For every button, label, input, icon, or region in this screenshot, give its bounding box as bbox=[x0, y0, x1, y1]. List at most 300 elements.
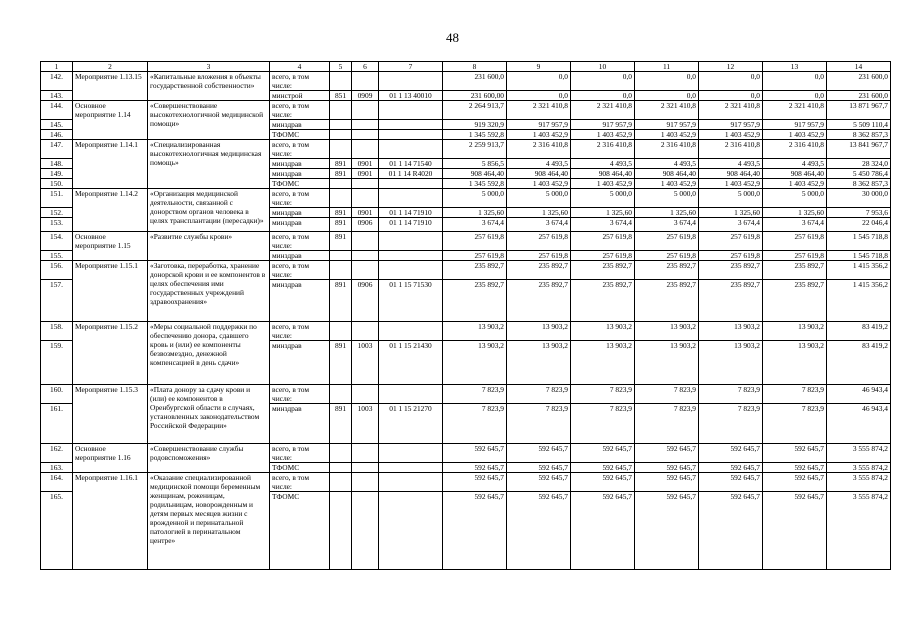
amount-cell: 1 403 452,9 bbox=[507, 179, 571, 189]
section-code bbox=[352, 385, 379, 404]
amount-cell: 235 892,7 bbox=[635, 261, 699, 280]
measure-name: Мероприятие 1.15.3 bbox=[73, 385, 148, 444]
row-number: 162. bbox=[41, 444, 73, 463]
table-row bbox=[41, 444, 891, 463]
amount-cell: 235 892,7 bbox=[443, 261, 507, 280]
row-number: 147. bbox=[41, 140, 73, 159]
amount-cell: 5 856,5 bbox=[443, 159, 507, 169]
amount-cell: 257 619,8 bbox=[507, 251, 571, 261]
executor: минздрав bbox=[270, 159, 330, 169]
section-code: 0901 bbox=[352, 169, 379, 179]
executor: минстрой bbox=[270, 91, 330, 101]
amount-cell: 2 321 410,8 bbox=[699, 101, 763, 120]
grbs-code bbox=[330, 72, 352, 91]
amount-cell: 0,0 bbox=[699, 72, 763, 91]
grbs-code: 891 bbox=[330, 208, 352, 218]
table-row bbox=[41, 473, 891, 492]
amount-cell: 919 320,9 bbox=[443, 120, 507, 130]
measure-name: Мероприятие 1.14.2 bbox=[73, 189, 148, 232]
amount-cell: 257 619,8 bbox=[763, 251, 827, 261]
executor: минздрав bbox=[270, 169, 330, 179]
amount-cell: 592 645,7 bbox=[763, 492, 827, 570]
target-article bbox=[379, 130, 443, 140]
amount-cell: 5 000,0 bbox=[635, 189, 699, 208]
section-code bbox=[352, 251, 379, 261]
amount-cell: 257 619,8 bbox=[635, 232, 699, 251]
amount-cell: 592 645,7 bbox=[763, 473, 827, 492]
amount-cell: 13 903,2 bbox=[763, 322, 827, 341]
section-code bbox=[352, 101, 379, 120]
target-article bbox=[379, 72, 443, 91]
amount-cell: 257 619,8 bbox=[571, 232, 635, 251]
section-code: 0901 bbox=[352, 208, 379, 218]
grbs-code bbox=[330, 179, 352, 189]
amount-cell: 257 619,8 bbox=[699, 232, 763, 251]
amount-cell: 0,0 bbox=[763, 91, 827, 101]
row-number: 163. bbox=[41, 463, 73, 473]
target-article bbox=[379, 444, 443, 463]
target-article: 01 1 15 71530 bbox=[379, 280, 443, 322]
grbs-code: 891 bbox=[330, 341, 352, 385]
amount-cell: 592 645,7 bbox=[507, 473, 571, 492]
amount-cell: 235 892,7 bbox=[635, 280, 699, 322]
amount-cell: 592 645,7 bbox=[763, 463, 827, 473]
amount-cell: 13 903,2 bbox=[571, 322, 635, 341]
amount-cell: 0,0 bbox=[635, 91, 699, 101]
section-code bbox=[352, 130, 379, 140]
row-number: 161. bbox=[41, 404, 73, 444]
amount-cell: 592 645,7 bbox=[443, 444, 507, 463]
amount-cell: 83 419,2 bbox=[827, 341, 891, 385]
grbs-code bbox=[330, 444, 352, 463]
measure-name: Мероприятие 1.15.2 bbox=[73, 322, 148, 385]
amount-cell: 235 892,7 bbox=[571, 280, 635, 322]
amount-cell: 5 450 786,4 bbox=[827, 169, 891, 179]
amount-cell: 231 600,0 bbox=[827, 91, 891, 101]
section-code bbox=[352, 232, 379, 251]
amount-cell: 235 892,7 bbox=[443, 280, 507, 322]
measure-description: «Капитальные вложения в объекты государственной собственности» bbox=[148, 72, 270, 101]
amount-cell: 592 645,7 bbox=[635, 492, 699, 570]
target-article bbox=[379, 101, 443, 120]
amount-cell: 592 645,7 bbox=[571, 492, 635, 570]
amount-cell: 22 046,4 bbox=[827, 218, 891, 232]
row-number: 157. bbox=[41, 280, 73, 322]
amount-cell: 7 823,9 bbox=[507, 385, 571, 404]
amount-cell: 0,0 bbox=[571, 72, 635, 91]
amount-cell: 3 555 874,2 bbox=[827, 492, 891, 570]
amount-cell: 257 619,8 bbox=[763, 232, 827, 251]
amount-cell: 257 619,8 bbox=[699, 251, 763, 261]
budget-table bbox=[40, 61, 891, 570]
measure-name: Мероприятие 1.14.1 bbox=[73, 140, 148, 189]
amount-cell: 3 674,4 bbox=[507, 218, 571, 232]
table-row bbox=[41, 72, 891, 91]
amount-cell: 4 493,5 bbox=[635, 159, 699, 169]
measure-description: «Меры социальной поддержки по обеспечению донора, сдавшего кровь и (или) ее компоненты безвозмездно, денежной компенсацией в день сдачи» bbox=[148, 322, 270, 385]
section-code bbox=[352, 72, 379, 91]
executor: минздрав bbox=[270, 251, 330, 261]
section-code bbox=[352, 473, 379, 492]
executor: всего, в том числе: bbox=[270, 140, 330, 159]
executor: минздрав bbox=[270, 208, 330, 218]
amount-cell: 1 325,60 bbox=[507, 208, 571, 218]
amount-cell: 2 316 410,8 bbox=[763, 140, 827, 159]
amount-cell: 46 943,4 bbox=[827, 404, 891, 444]
amount-cell: 908 464,40 bbox=[635, 169, 699, 179]
column-number-row bbox=[41, 62, 891, 72]
amount-cell: 7 823,9 bbox=[571, 385, 635, 404]
amount-cell: 13 903,2 bbox=[699, 322, 763, 341]
target-article bbox=[379, 322, 443, 341]
table-row bbox=[41, 322, 891, 341]
amount-cell: 1 403 452,9 bbox=[763, 130, 827, 140]
section-code bbox=[352, 120, 379, 130]
amount-cell: 3 555 874,2 bbox=[827, 444, 891, 463]
amount-cell: 1 403 452,9 bbox=[571, 179, 635, 189]
grbs-code bbox=[330, 130, 352, 140]
amount-cell: 908 464,40 bbox=[443, 169, 507, 179]
amount-cell: 257 619,8 bbox=[443, 251, 507, 261]
executor: всего, в том числе: bbox=[270, 385, 330, 404]
amount-cell: 257 619,8 bbox=[635, 251, 699, 261]
amount-cell: 2 321 410,8 bbox=[763, 101, 827, 120]
section-code: 0901 bbox=[352, 159, 379, 169]
amount-cell: 592 645,7 bbox=[699, 492, 763, 570]
executor: минздрав bbox=[270, 404, 330, 444]
amount-cell: 235 892,7 bbox=[699, 280, 763, 322]
section-code bbox=[352, 261, 379, 280]
amount-cell: 7 823,9 bbox=[571, 404, 635, 444]
amount-cell: 257 619,8 bbox=[571, 251, 635, 261]
executor: минздрав bbox=[270, 218, 330, 232]
column-number: 8 bbox=[443, 62, 507, 72]
amount-cell: 0,0 bbox=[763, 72, 827, 91]
amount-cell: 908 464,40 bbox=[699, 169, 763, 179]
amount-cell: 8 362 857,3 bbox=[827, 130, 891, 140]
amount-cell: 7 823,9 bbox=[443, 385, 507, 404]
amount-cell: 592 645,7 bbox=[571, 463, 635, 473]
column-number: 7 bbox=[379, 62, 443, 72]
target-article bbox=[379, 251, 443, 261]
target-article: 01 1 14 71910 bbox=[379, 208, 443, 218]
grbs-code: 891 bbox=[330, 232, 352, 251]
grbs-code: 891 bbox=[330, 169, 352, 179]
amount-cell: 1 415 356,2 bbox=[827, 280, 891, 322]
grbs-code bbox=[330, 473, 352, 492]
amount-cell: 1 345 592,8 bbox=[443, 130, 507, 140]
amount-cell: 2 316 410,8 bbox=[635, 140, 699, 159]
grbs-code bbox=[330, 189, 352, 208]
measure-description: «Специализированная высокотехнологичная медицинская помощь» bbox=[148, 140, 270, 189]
target-article: 01 1 15 21270 bbox=[379, 404, 443, 444]
row-number: 148. bbox=[41, 159, 73, 169]
row-number: 144. bbox=[41, 101, 73, 120]
amount-cell: 2 321 410,8 bbox=[571, 101, 635, 120]
row-number: 151. bbox=[41, 189, 73, 208]
amount-cell: 7 823,9 bbox=[763, 385, 827, 404]
amount-cell: 1 415 356,2 bbox=[827, 261, 891, 280]
measure-description: «Заготовка, переработка, хранение донорской крови и ее компонентов в целях обеспечения ими государственных учреждений здравоохранения» bbox=[148, 261, 270, 322]
target-article bbox=[379, 385, 443, 404]
amount-cell: 592 645,7 bbox=[507, 463, 571, 473]
amount-cell: 3 555 874,2 bbox=[827, 463, 891, 473]
amount-cell: 13 903,2 bbox=[571, 341, 635, 385]
amount-cell: 908 464,40 bbox=[763, 169, 827, 179]
row-number: 159. bbox=[41, 341, 73, 385]
amount-cell: 13 903,2 bbox=[699, 341, 763, 385]
amount-cell: 3 674,4 bbox=[571, 218, 635, 232]
amount-cell: 2 321 410,8 bbox=[507, 101, 571, 120]
amount-cell: 592 645,7 bbox=[635, 444, 699, 463]
amount-cell: 5 000,0 bbox=[507, 189, 571, 208]
grbs-code: 891 bbox=[330, 159, 352, 169]
target-article bbox=[379, 473, 443, 492]
section-code: 0906 bbox=[352, 280, 379, 322]
amount-cell: 257 619,8 bbox=[443, 232, 507, 251]
amount-cell: 1 403 452,9 bbox=[571, 130, 635, 140]
amount-cell: 3 674,4 bbox=[763, 218, 827, 232]
amount-cell: 231 600,0 bbox=[827, 72, 891, 91]
grbs-code: 891 bbox=[330, 280, 352, 322]
measure-description: «Развитие службы крови» bbox=[148, 232, 270, 261]
amount-cell: 231 600,00 bbox=[443, 91, 507, 101]
section-code bbox=[352, 463, 379, 473]
amount-cell: 7 823,9 bbox=[443, 404, 507, 444]
amount-cell: 30 000,0 bbox=[827, 189, 891, 208]
amount-cell: 235 892,7 bbox=[507, 261, 571, 280]
measure-description: «Оказание специализированной медицинской помощи беременным женщинам, роженицам, родильницам, новорожденным и детям первых месяцев жизни с врожденной и перинатальной патологией в перинатальном центре» bbox=[148, 473, 270, 570]
amount-cell: 592 645,7 bbox=[571, 473, 635, 492]
grbs-code bbox=[330, 261, 352, 280]
amount-cell: 1 403 452,9 bbox=[699, 179, 763, 189]
table-row bbox=[41, 101, 891, 120]
section-code: 0909 bbox=[352, 91, 379, 101]
amount-cell: 13 903,2 bbox=[635, 341, 699, 385]
row-number: 152. bbox=[41, 208, 73, 218]
amount-cell: 1 325,60 bbox=[571, 208, 635, 218]
executor: минздрав bbox=[270, 120, 330, 130]
executor: ТФОМС bbox=[270, 130, 330, 140]
column-number: 14 bbox=[827, 62, 891, 72]
section-code bbox=[352, 189, 379, 208]
measure-name: Мероприятие 1.16.1 bbox=[73, 473, 148, 570]
measure-description: «Организация медицинской деятельности, связанной с донорством органов человека в целях трансплантации (пересадки)» bbox=[148, 189, 270, 232]
amount-cell: 592 645,7 bbox=[699, 463, 763, 473]
amount-cell: 1 403 452,9 bbox=[635, 179, 699, 189]
amount-cell: 235 892,7 bbox=[763, 280, 827, 322]
amount-cell: 917 957,9 bbox=[635, 120, 699, 130]
measure-name: Основное мероприятие 1.15 bbox=[73, 232, 148, 261]
amount-cell: 3 674,4 bbox=[443, 218, 507, 232]
amount-cell: 592 645,7 bbox=[443, 492, 507, 570]
row-number: 149. bbox=[41, 169, 73, 179]
grbs-code bbox=[330, 140, 352, 159]
amount-cell: 3 674,4 bbox=[699, 218, 763, 232]
amount-cell: 235 892,7 bbox=[699, 261, 763, 280]
executor: всего, в том числе: bbox=[270, 189, 330, 208]
executor: ТФОМС bbox=[270, 463, 330, 473]
grbs-code bbox=[330, 463, 352, 473]
column-number: 10 bbox=[571, 62, 635, 72]
target-article bbox=[379, 120, 443, 130]
amount-cell: 592 645,7 bbox=[507, 444, 571, 463]
table-row bbox=[41, 261, 891, 280]
row-number: 155. bbox=[41, 251, 73, 261]
executor: всего, в том числе: bbox=[270, 444, 330, 463]
amount-cell: 1 545 718,8 bbox=[827, 251, 891, 261]
section-code bbox=[352, 179, 379, 189]
section-code bbox=[352, 492, 379, 570]
amount-cell: 7 823,9 bbox=[635, 385, 699, 404]
amount-cell: 592 645,7 bbox=[699, 444, 763, 463]
amount-cell: 83 419,2 bbox=[827, 322, 891, 341]
amount-cell: 2 316 410,8 bbox=[571, 140, 635, 159]
target-article: 01 1 13 40010 bbox=[379, 91, 443, 101]
amount-cell: 592 645,7 bbox=[443, 463, 507, 473]
amount-cell: 1 545 718,8 bbox=[827, 232, 891, 251]
target-article: 01 1 15 21430 bbox=[379, 341, 443, 385]
grbs-code bbox=[330, 101, 352, 120]
amount-cell: 908 464,40 bbox=[507, 169, 571, 179]
row-number: 156. bbox=[41, 261, 73, 280]
grbs-code bbox=[330, 385, 352, 404]
measure-description: «Плата донору за сдачу крови и (или) ее компонентов в Оренбургской области в случаях, установленных законодательством Российской Федерации» bbox=[148, 385, 270, 444]
amount-cell: 1 403 452,9 bbox=[635, 130, 699, 140]
amount-cell: 13 903,2 bbox=[635, 322, 699, 341]
amount-cell: 46 943,4 bbox=[827, 385, 891, 404]
amount-cell: 1 403 452,9 bbox=[507, 130, 571, 140]
executor: ТФОМС bbox=[270, 492, 330, 570]
amount-cell: 917 957,9 bbox=[763, 120, 827, 130]
amount-cell: 7 823,9 bbox=[763, 404, 827, 444]
amount-cell: 13 903,2 bbox=[443, 341, 507, 385]
amount-cell: 592 645,7 bbox=[571, 444, 635, 463]
section-code bbox=[352, 140, 379, 159]
executor: всего, в том числе: bbox=[270, 101, 330, 120]
measure-description: «Совершенствование высокотехнологичной медицинской помощи» bbox=[148, 101, 270, 140]
amount-cell: 1 325,60 bbox=[635, 208, 699, 218]
column-number: 2 bbox=[73, 62, 148, 72]
amount-cell: 2 316 410,8 bbox=[507, 140, 571, 159]
amount-cell: 5 000,0 bbox=[699, 189, 763, 208]
amount-cell: 4 493,5 bbox=[763, 159, 827, 169]
row-number: 165. bbox=[41, 492, 73, 570]
column-number: 11 bbox=[635, 62, 699, 72]
column-number: 4 bbox=[270, 62, 330, 72]
amount-cell: 235 892,7 bbox=[763, 261, 827, 280]
amount-cell: 13 841 967,7 bbox=[827, 140, 891, 159]
amount-cell: 1 325,60 bbox=[443, 208, 507, 218]
grbs-code bbox=[330, 251, 352, 261]
amount-cell: 3 674,4 bbox=[635, 218, 699, 232]
row-number: 150. bbox=[41, 179, 73, 189]
amount-cell: 4 493,5 bbox=[571, 159, 635, 169]
amount-cell: 592 645,7 bbox=[763, 444, 827, 463]
section-code: 0906 bbox=[352, 218, 379, 232]
target-article: 01 1 14 R4020 bbox=[379, 169, 443, 179]
amount-cell: 2 321 410,8 bbox=[635, 101, 699, 120]
section-code: 1003 bbox=[352, 341, 379, 385]
amount-cell: 592 645,7 bbox=[635, 463, 699, 473]
amount-cell: 1 403 452,9 bbox=[699, 130, 763, 140]
target-article: 01 1 14 71540 bbox=[379, 159, 443, 169]
column-number: 13 bbox=[763, 62, 827, 72]
row-number: 160. bbox=[41, 385, 73, 404]
target-article bbox=[379, 140, 443, 159]
amount-cell: 5 000,0 bbox=[763, 189, 827, 208]
amount-cell: 3 555 874,2 bbox=[827, 473, 891, 492]
row-number: 142. bbox=[41, 72, 73, 91]
amount-cell: 8 362 857,3 bbox=[827, 179, 891, 189]
amount-cell: 908 464,40 bbox=[571, 169, 635, 179]
grbs-code bbox=[330, 322, 352, 341]
amount-cell: 7 953,6 bbox=[827, 208, 891, 218]
section-code: 1003 bbox=[352, 404, 379, 444]
amount-cell: 7 823,9 bbox=[635, 404, 699, 444]
amount-cell: 2 259 913,7 bbox=[443, 140, 507, 159]
section-code bbox=[352, 322, 379, 341]
executor: всего, в том числе: bbox=[270, 232, 330, 251]
amount-cell: 0,0 bbox=[699, 91, 763, 101]
amount-cell: 0,0 bbox=[635, 72, 699, 91]
measure-description: «Совершенствование службы родовспоможения» bbox=[148, 444, 270, 473]
column-number: 9 bbox=[507, 62, 571, 72]
row-number: 154. bbox=[41, 232, 73, 251]
amount-cell: 2 316 410,8 bbox=[699, 140, 763, 159]
amount-cell: 1 403 452,9 bbox=[763, 179, 827, 189]
row-number: 164. bbox=[41, 473, 73, 492]
amount-cell: 592 645,7 bbox=[443, 473, 507, 492]
target-article bbox=[379, 232, 443, 251]
amount-cell: 7 823,9 bbox=[507, 404, 571, 444]
table-row bbox=[41, 232, 891, 251]
row-number: 146. bbox=[41, 130, 73, 140]
amount-cell: 4 493,5 bbox=[699, 159, 763, 169]
amount-cell: 1 345 592,8 bbox=[443, 179, 507, 189]
measure-name: Мероприятие 1.13.15 bbox=[73, 72, 148, 101]
executor: всего, в том числе: bbox=[270, 473, 330, 492]
target-article: 01 1 14 71910 bbox=[379, 218, 443, 232]
grbs-code: 891 bbox=[330, 404, 352, 444]
amount-cell: 5 509 110,4 bbox=[827, 120, 891, 130]
amount-cell: 592 645,7 bbox=[507, 492, 571, 570]
amount-cell: 235 892,7 bbox=[571, 261, 635, 280]
amount-cell: 1 325,60 bbox=[699, 208, 763, 218]
amount-cell: 917 957,9 bbox=[699, 120, 763, 130]
row-number: 153. bbox=[41, 218, 73, 232]
measure-name: Мероприятие 1.15.1 bbox=[73, 261, 148, 322]
executor: всего, в том числе: bbox=[270, 322, 330, 341]
amount-cell: 7 823,9 bbox=[699, 404, 763, 444]
grbs-code: 851 bbox=[330, 91, 352, 101]
target-article bbox=[379, 261, 443, 280]
amount-cell: 592 645,7 bbox=[699, 473, 763, 492]
target-article bbox=[379, 179, 443, 189]
amount-cell: 28 324,0 bbox=[827, 159, 891, 169]
amount-cell: 917 957,9 bbox=[507, 120, 571, 130]
target-article bbox=[379, 189, 443, 208]
executor: минздрав bbox=[270, 341, 330, 385]
executor: всего, в том числе: bbox=[270, 261, 330, 280]
amount-cell: 257 619,8 bbox=[507, 232, 571, 251]
amount-cell: 0,0 bbox=[571, 91, 635, 101]
section-code bbox=[352, 444, 379, 463]
table-row bbox=[41, 189, 891, 208]
amount-cell: 13 903,2 bbox=[443, 322, 507, 341]
amount-cell: 5 000,0 bbox=[443, 189, 507, 208]
target-article bbox=[379, 463, 443, 473]
